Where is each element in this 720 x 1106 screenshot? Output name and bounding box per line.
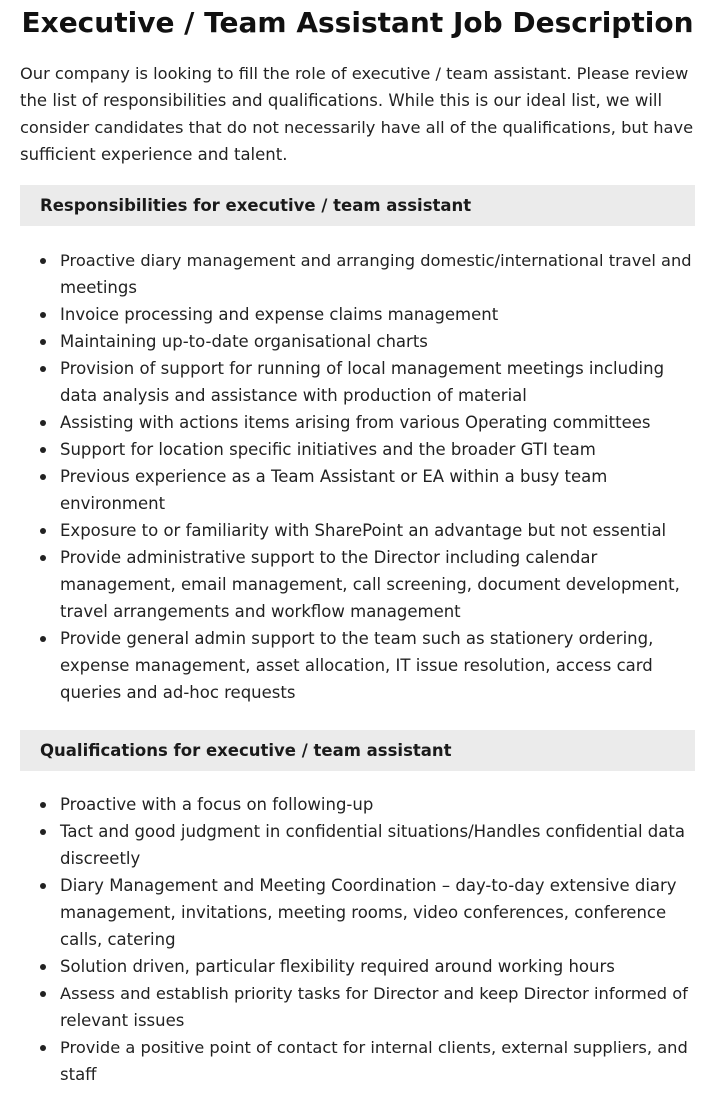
list-item-text: environment [60, 494, 166, 513]
list-item [20, 409, 695, 436]
bullet-icon [40, 883, 46, 889]
bullet-icon [40, 339, 46, 345]
list-item-text: Provide general admin support to the team such as stationery ordering, [60, 629, 654, 648]
intro-paragraph [20, 60, 695, 168]
list-item-text: relevant issues [60, 1011, 185, 1030]
intro-line: consider candidates that do not necessarily have all of the qualifications, but have [20, 118, 694, 137]
list-item-text: Exposure to or familiarity with SharePoint an advantage but not essential [60, 521, 667, 540]
list-item [20, 355, 695, 409]
list-item-text: Support for location specific initiatives and the broader GTI team [60, 440, 596, 459]
intro-line: the list of responsibilities and qualifications. While this is our ideal list, we will [20, 91, 663, 110]
responsibilities-list [20, 247, 695, 706]
bullet-icon [40, 964, 46, 970]
list-item [20, 517, 695, 544]
list-item [20, 1034, 695, 1088]
qualifications-list [20, 791, 695, 1088]
list-item [20, 436, 695, 463]
list-item [20, 301, 695, 328]
list-item-text: Previous experience as a Team Assistant or EA within a busy team [60, 467, 608, 486]
bullet-icon [40, 802, 46, 808]
list-item-text: discreetly [60, 849, 141, 868]
qualifications-section [20, 730, 695, 1088]
bullet-icon [40, 1045, 46, 1051]
list-item-text: Assisting with actions items arising from various Operating committees [60, 413, 651, 432]
list-item-text: expense management, asset allocation, IT issue resolution, access card [60, 656, 653, 675]
page-title: Executive / Team Assistant Job Description [21, 6, 694, 39]
bullet-icon [40, 555, 46, 561]
list-item-text: data analysis and assistance with production of material [60, 386, 527, 405]
list-item [20, 953, 695, 980]
list-item [20, 247, 695, 301]
bullet-icon [40, 528, 46, 534]
bullet-icon [40, 420, 46, 426]
intro-line: sufficient experience and talent. [20, 145, 288, 164]
list-item-text: travel arrangements and workflow management [60, 602, 461, 621]
bullet-icon [40, 474, 46, 480]
list-item-text: Provision of support for running of local management meetings including [60, 359, 665, 378]
list-item [20, 791, 695, 818]
list-item [20, 872, 695, 953]
list-item [20, 463, 695, 517]
list-item-text: Assess and establish priority tasks for Director and keep Director informed of [60, 984, 688, 1003]
list-item [20, 818, 695, 872]
bullet-icon [40, 366, 46, 372]
list-item-text: Maintaining up-to-date organisational charts [60, 332, 428, 351]
list-item-text: Proactive diary management and arranging domestic/international travel and [60, 251, 692, 270]
intro-line: Our company is looking to fill the role of executive / team assistant. Please review [20, 64, 689, 83]
list-item [20, 625, 695, 706]
list-item-text: Tact and good judgment in confidential situations/Handles confidential data [60, 822, 685, 841]
list-item-text: Diary Management and Meeting Coordination – day-to-day extensive diary [60, 876, 677, 895]
bullet-icon [40, 312, 46, 318]
responsibilities-section [20, 185, 695, 706]
list-item-text: Solution driven, particular flexibility required around working hours [60, 957, 615, 976]
list-item-text: Provide a positive point of contact for internal clients, external suppliers, and [60, 1038, 688, 1057]
bullet-icon [40, 447, 46, 453]
list-item-text: Provide administrative support to the Director including calendar [60, 548, 598, 567]
list-item-text: meetings [60, 278, 137, 297]
qualifications-heading: Qualifications for executive / team assistant [20, 730, 695, 771]
bullet-icon [40, 991, 46, 997]
list-item-text: staff [60, 1065, 97, 1084]
bullet-icon [40, 829, 46, 835]
list-item-text: calls, catering [60, 930, 176, 949]
list-item [20, 544, 695, 625]
list-item-text: management, email management, call screening, document development, [60, 575, 680, 594]
bullet-icon [40, 258, 46, 264]
list-item [20, 980, 695, 1034]
list-item-text: queries and ad-hoc requests [60, 683, 296, 702]
list-item [20, 328, 695, 355]
bullet-icon [40, 636, 46, 642]
responsibilities-heading: Responsibilities for executive / team assistant [20, 185, 695, 226]
list-item-text: Proactive with a focus on following-up [60, 795, 374, 814]
list-item-text: management, invitations, meeting rooms, video conferences, conference [60, 903, 667, 922]
list-item-text: Invoice processing and expense claims management [60, 305, 499, 324]
